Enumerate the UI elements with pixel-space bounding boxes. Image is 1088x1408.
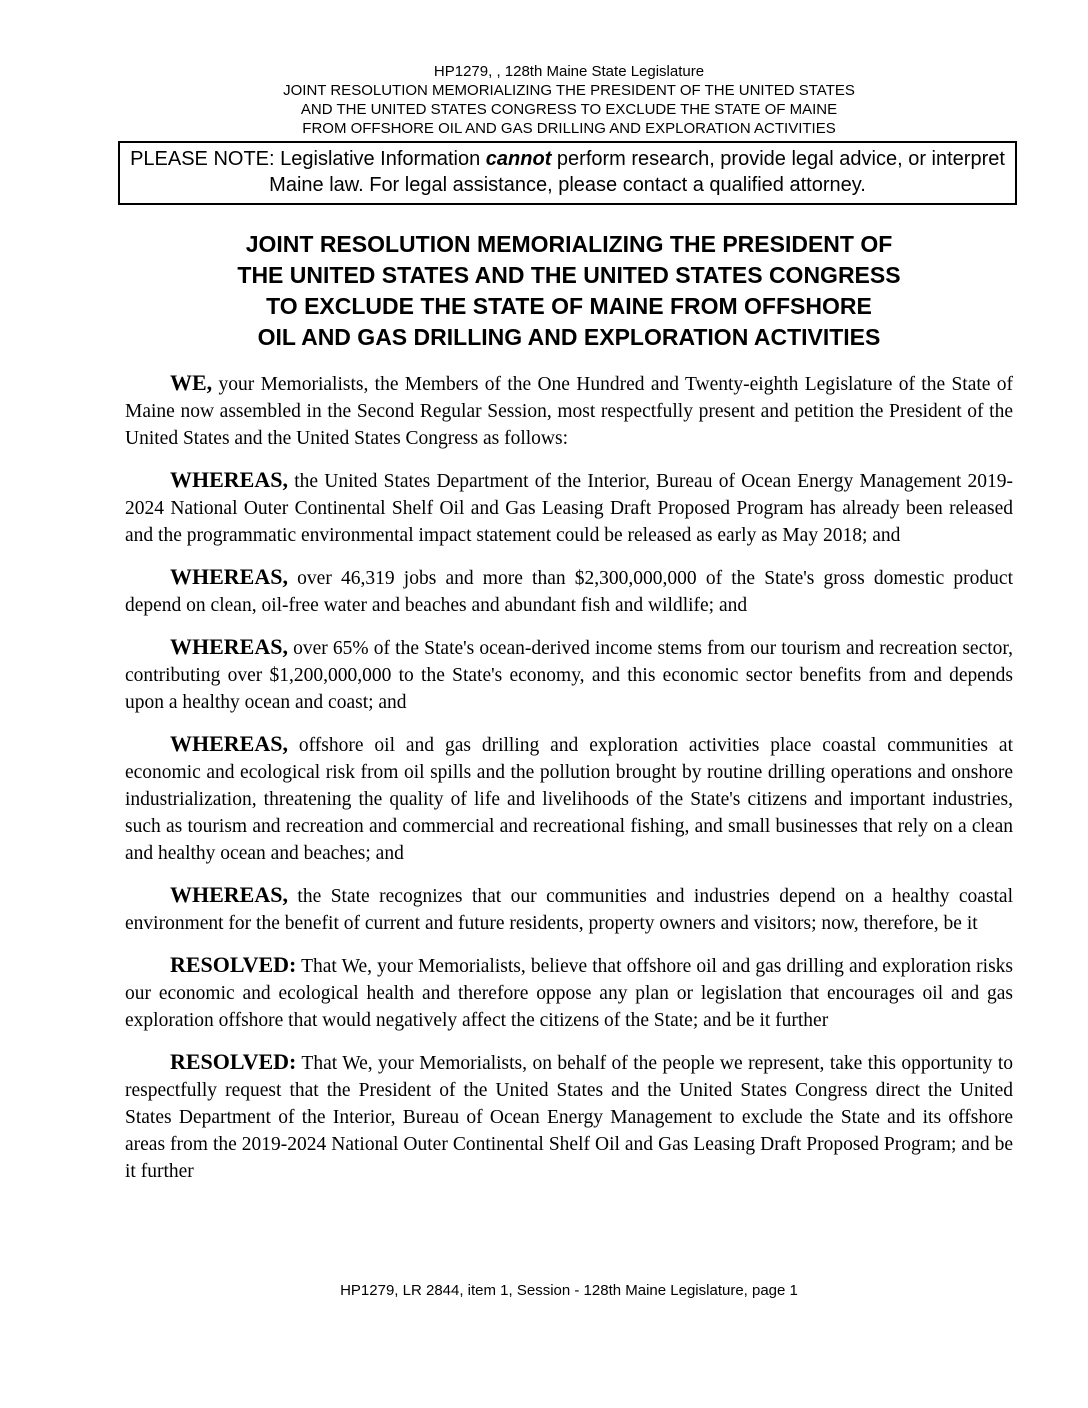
- header-title-line-2: AND THE UNITED STATES CONGRESS TO EXCLUDE THE STATE OF MAINE: [300, 101, 838, 118]
- title-line-4: OIL AND GAS DRILLING AND EXPLORATION ACTIVITIES: [257, 324, 881, 350]
- header-title-line-3: FROM OFFSHORE OIL AND GAS DRILLING AND EXPLORATION ACTIVITIES: [302, 120, 836, 137]
- resolution-title: [125, 229, 1013, 353]
- paragraph-lead: WHEREAS,: [170, 467, 288, 492]
- whereas-paragraph-4: [125, 730, 1013, 867]
- footer-citation: HP1279, LR 2844, item 1, Session - 128th Maine Legislature, page 1: [340, 1282, 798, 1299]
- whereas-paragraph-2: [125, 563, 1013, 619]
- paragraph-lead: WHEREAS,: [170, 882, 288, 907]
- notice-text-prefix: PLEASE NOTE: Legislative Information: [130, 148, 486, 170]
- notice-text-suffix: perform research, provide legal advice, or interpret Maine law. For legal assistance, please contact a qualified attorney.: [269, 148, 1005, 196]
- header-bill-line: HP1279, , 128th Maine State Legislature: [433, 63, 705, 80]
- paragraph-lead: WE,: [170, 370, 213, 395]
- title-line-1: JOINT RESOLUTION MEMORIALIZING THE PRESIDENT OF: [245, 231, 893, 257]
- paragraph-lead: RESOLVED:: [170, 1049, 297, 1074]
- paragraph-lead: WHEREAS,: [170, 634, 288, 659]
- paragraph-text: over 46,319 jobs and more than $2,300,000,000 of the State's gross domestic product depend on clean, oil-free water and beaches and abundant fish and wildlife; and: [125, 568, 1013, 616]
- header-title-line-1: JOINT RESOLUTION MEMORIALIZING THE PRESIDENT OF THE UNITED STATES: [283, 82, 855, 99]
- paragraph-text: the United States Department of the Interior, Bureau of Ocean Energy Management 2019-2024 National Outer Continental Shelf Oil and Gas Leasing Draft Proposed Program has already been released and the programmatic environmental impact statement could be released as early as May 2018; and: [125, 471, 1013, 546]
- title-line-2: THE UNITED STATES AND THE UNITED STATES CONGRESS: [237, 262, 901, 288]
- paragraph-lead: WHEREAS,: [170, 564, 288, 589]
- paragraph-text: That We, your Memorialists, on behalf of the people we represent, take this opportunity to respectfully request that the President of the United States and the United States Congress direct the United States Department of the Interior, Bureau of Ocean Energy Management to exclude the State and its offshore areas from the 2019-2024 National Outer Continental Shelf Oil and Gas Leasing Draft Proposed Program; and be it further: [125, 1053, 1013, 1182]
- document-header: [125, 0, 1013, 138]
- resolution-body: [125, 369, 1013, 1185]
- document-content: [125, 229, 1013, 1185]
- legal-notice-box: [118, 141, 1017, 205]
- preamble-paragraph: [125, 369, 1013, 452]
- whereas-paragraph-5: [125, 881, 1013, 937]
- document-footer: [125, 1281, 1013, 1300]
- paragraph-text: over 65% of the State's ocean-derived income stems from our tourism and recreation sector, contributing over $1,200,000,000 to the State's economy, and this economic sector benefits from and depends upon a healthy ocean and coast; and: [125, 638, 1013, 713]
- title-line-3: TO EXCLUDE THE STATE OF MAINE FROM OFFSHORE: [266, 293, 872, 319]
- paragraph-text: your Memorialists, the Members of the One Hundred and Twenty-eighth Legislature of the State of Maine now assembled in the Second Regular Session, most respectfully present and petition the President of the United States and the United States Congress as follows:: [125, 374, 1013, 449]
- notice-emphasis: cannot: [485, 148, 552, 170]
- paragraph-text: the State recognizes that our communities and industries depend on a healthy coastal environment for the benefit of current and future residents, property owners and visitors; now, therefore, be it: [125, 886, 1013, 934]
- paragraph-lead: WHEREAS,: [170, 731, 288, 756]
- paragraph-text: That We, your Memorialists, believe that offshore oil and gas drilling and exploration risks our economic and ecological health and therefore oppose any plan or legislation that encourages oil and gas exploration offshore that would negatively affect the citizens of the State; and be it further: [125, 956, 1013, 1031]
- resolved-paragraph-2: [125, 1048, 1013, 1185]
- whereas-paragraph-3: [125, 633, 1013, 716]
- resolved-paragraph-1: [125, 951, 1013, 1034]
- paragraph-text: offshore oil and gas drilling and exploration activities place coastal communities at economic and ecological risk from oil spills and the pollution brought by routine drilling operations and onshore industrialization, threatening the quality of life and livelihoods of the State's citizens and important industries, such as tourism and recreation and commercial and recreational fishing, and small businesses that rely on a clean and healthy ocean and beaches; and: [125, 735, 1013, 864]
- whereas-paragraph-1: [125, 466, 1013, 549]
- paragraph-lead: RESOLVED:: [170, 952, 297, 977]
